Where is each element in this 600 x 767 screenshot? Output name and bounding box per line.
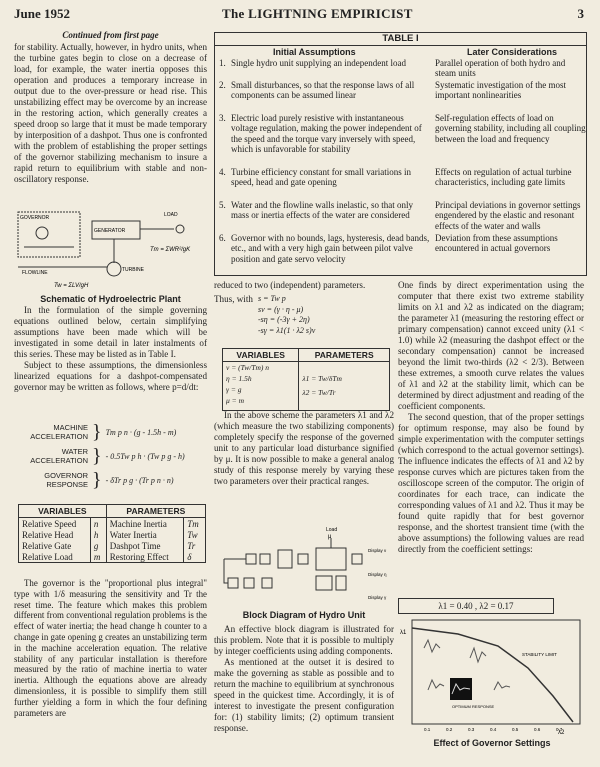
parameter: λ1 = Tw/δTm <box>302 374 342 383</box>
table-header <box>19 505 206 518</box>
equation: - 0.5Tw p h · (Tw p g - h) <box>105 451 185 461</box>
column-2 <box>214 280 394 336</box>
assumption: Turbine efficiency constant for small variations in speed, head and gate opening <box>231 167 411 188</box>
assumption: Single hydro unit supplying an independent load <box>231 58 406 68</box>
mu-label: μ <box>328 534 332 540</box>
integrator-block <box>336 576 346 590</box>
table-row <box>215 200 586 233</box>
paragraph: In the above scheme the parameters λ1 and λ2 (which measure the two stabilizing components) completely specify the response of the governed unit to any particular load disturbance signified by μ. It is now possible to make a general analog study of this response merely by varying these two parameters over their practical ranges. <box>214 410 394 486</box>
turbine-label: TURBINE <box>122 267 144 273</box>
brace: } <box>92 469 102 491</box>
equation: s = Tw p <box>258 294 286 303</box>
adder-block <box>260 554 270 564</box>
column-header: PARAMETERS <box>106 505 205 518</box>
governor-label: GOVERNOR <box>20 215 50 221</box>
figure-caption: Schematic of Hydroelectric Plant <box>40 294 181 304</box>
table-row <box>19 540 206 551</box>
plot-frame <box>412 620 580 724</box>
reduced-variables-table <box>222 348 390 411</box>
paragraph: The second question, that of the proper settings for optimum response, may also be found by simple experimentation with the computer settings (which correspond to the actual governor settings). The influence indicates the effects of λ1 and λ2 by response curves which are pictures taken from the oscilloscope screen of the computor. The origin of coordinates for each trace, can indicate the corresponding values of λ1 and λ2. Thus it may be found quite rapidly that for best governor response, and the shortest transient time (with the above assumptions) the following values are read directly from the coefficient settings: <box>398 412 584 554</box>
cell: Tm <box>184 518 206 530</box>
row-number: 1. <box>219 58 226 68</box>
equation: -sη = (-3γ + 2η) <box>258 315 310 324</box>
table-heads <box>215 46 586 58</box>
flowline-label: FLOWLINE <box>22 270 48 276</box>
continued-note: Continued from first page <box>62 30 159 40</box>
variables-cell <box>223 362 299 411</box>
brace: } <box>92 421 102 443</box>
variable: μ = m <box>226 396 244 405</box>
hydro-plant-schematic <box>14 207 210 292</box>
turbine-icon <box>107 262 121 276</box>
journal-title: The LIGHTNING EMPIRICIST <box>222 6 413 21</box>
adder-block <box>298 554 308 564</box>
table-row <box>19 529 206 540</box>
coefficient-block <box>278 550 292 568</box>
parameters-cell <box>299 362 390 411</box>
table-row <box>215 233 586 276</box>
variable: γ = g <box>226 385 242 394</box>
paragraph: An effective block diagram is illustrated for this problem. Note that it is possible to multiply by integer coefficients using adding components. <box>214 624 394 656</box>
equation-list <box>258 294 315 336</box>
table-row <box>215 167 586 200</box>
signal-lines <box>224 559 228 583</box>
issue-date: June 1952 <box>14 6 70 21</box>
page-header <box>14 6 586 22</box>
cell: Tw <box>184 529 206 540</box>
row-number: 2. <box>219 80 226 90</box>
assumption: Small disturbances, so that the response laws of all components can be assumed linear <box>231 80 415 101</box>
equation-row <box>18 420 208 444</box>
paragraph: for stability. Actually, however, in hydro units, when the turbine gates begin to close on a decrease of load, for example, the water inertia opposes this operation and produces a temporary increase in output due to the over-pressure or head rise. This unstabilizing effect may be overcome by an increase in the restoring action, which generally creates a speed droop so large that it must be made temporary by interposition of a dashpot. Thus one is confronted with the problem of establishing the proper settings of the governor stabilizing mechanism to insure a rapid return to equilibrium with stable and non-oscillatory response. <box>14 42 207 184</box>
column-3 <box>398 280 584 555</box>
cell: Relative Load <box>19 551 91 563</box>
head-left: Initial Assumptions <box>273 47 356 57</box>
assumption: Governor with no bounds, lags, hysteresis, dead bands, etc., and with a very high gain between pilot valve position and gate servo velocity <box>231 233 430 264</box>
tw-formula: Tw = ΣLV/gH <box>54 283 89 289</box>
chart-caption: Effect of Governor Settings <box>433 738 551 748</box>
equation-label: GOVERNOR RESPONSE <box>44 471 88 489</box>
cell: Dashpot Time <box>106 540 184 551</box>
flyball-icon <box>36 227 48 239</box>
assumption: Electric load purely resistive with instantaneous voltage regulation, making the power independent of the speed and the torque vary inversely with speed, which is unfavorable for stability <box>231 113 422 155</box>
paragraph: In the formulation of the simple governing equations outlined below, certain simplifying assumptions have been made which will be investigated in some detail in later instalments of this series. These may be listed as in Table I. <box>14 305 207 359</box>
column-header: PARAMETERS <box>299 349 390 362</box>
governing-equations <box>18 420 208 492</box>
x-tick-label: 0.3 <box>468 727 475 732</box>
lamp-icon <box>176 225 184 233</box>
governor-settings-chart <box>398 618 586 736</box>
head-right: Later Considerations <box>467 47 558 57</box>
cell: Tr <box>184 540 206 551</box>
display-nu: Display ν <box>368 548 387 553</box>
column-2b <box>214 410 394 487</box>
equation-row <box>18 444 208 468</box>
x-tick-label: 0.6 <box>534 727 541 732</box>
table-row <box>19 551 206 563</box>
tm-formula: Tm = ΣWR²/gK <box>150 247 191 253</box>
figure-caption: Block Diagram of Hydro Unit <box>242 610 366 620</box>
load-label: Load <box>326 527 338 533</box>
row-number: 3. <box>219 113 226 123</box>
x-tick-label: 0.1 <box>424 727 431 732</box>
summing-block <box>316 548 346 570</box>
stability-label: STABILITY LIMIT <box>522 652 557 657</box>
cell: Restoring Effect <box>106 551 184 563</box>
response-trace <box>470 648 486 662</box>
x-tick-label: 0.7 <box>556 727 563 732</box>
table-1 <box>214 32 587 276</box>
row-number: 5. <box>219 200 226 210</box>
x-axis-label: λ2 <box>558 730 565 736</box>
cell: h <box>90 529 106 540</box>
cell: Relative Gate <box>19 540 91 551</box>
reduced-equations <box>214 294 394 336</box>
consideration: Deviation from these assumptions encountered in actual governors <box>435 233 558 254</box>
table-title: TABLE I <box>215 33 586 46</box>
integrator-block <box>246 554 256 564</box>
cell: m <box>90 551 106 563</box>
variables-table <box>18 504 206 563</box>
paragraph: Subject to these assumptions, the dimensionless linearized equations for a dashpot-compensated governor may be written as follows, where p=d/dt: <box>14 360 207 392</box>
integrator-block <box>244 578 254 588</box>
consideration: Systematic investigation of the most important nonlinearities <box>435 80 566 101</box>
equation: sv = (γ · η - μ) <box>258 304 304 314</box>
load-label: LOAD <box>164 212 178 218</box>
display-gamma: Display γ <box>368 595 387 600</box>
row-number: 6. <box>219 233 226 243</box>
cell: g <box>90 540 106 551</box>
equation: Tm p n · (g - 1.5h - m) <box>105 427 177 437</box>
equation: - δTr p g · (Tr p n · n) <box>105 475 174 485</box>
paragraph: As mentioned at the outset it is desired to make the governing as stable as possible and to return the machine to equilibrium at synchronous speed in the quickest time. Accordingly, it is of interest to investigate the present configuration for: (1) stability limits; (2) optimum transient response. <box>214 657 394 733</box>
table-header <box>223 349 390 362</box>
consideration: Effects on regulation of actual turbine characteristics, including gate limits <box>435 167 572 188</box>
variable: η = 1.5h <box>226 374 252 383</box>
y-axis-label: λ1 <box>400 630 407 636</box>
page-number: 3 <box>577 6 584 21</box>
table-row <box>223 362 390 411</box>
cell: Relative Speed <box>19 518 91 530</box>
column-1 <box>14 30 207 185</box>
response-trace <box>494 682 510 690</box>
column-1c <box>14 578 207 718</box>
optimum-values-box: λ1 = 0.40 , λ2 = 0.17 <box>398 598 554 614</box>
consideration: Self-regulation effects of load on governing stability, including all coupling between the load and frequency <box>435 113 586 144</box>
adder-block <box>228 578 238 588</box>
equation-label: MACHINE ACCELERATION <box>30 423 88 441</box>
response-trace <box>424 640 440 652</box>
paragraph: The governor is the "proportional plus integral" type with 1/δ measuring the sensitivity and Tr the reset time. The feature which makes this problem different from conventional regulation problems is the effect of water inertia; the head change h counter to a change in gate opening g creates an unstabilizing term in the machine acceleration equation. The relative stability of any particular installation is therefore measured by the ratio of machine inertia to water inertia. Although the equations above are already dimensionless, it is possible to simplify them still further yielding a form in which the four defining parameters are <box>14 578 207 718</box>
equation-row <box>18 468 208 492</box>
table-row <box>215 58 586 80</box>
optimum-label: OPTIMUM RESPONSE <box>452 704 495 709</box>
adder-block <box>316 576 332 590</box>
brace: } <box>92 445 102 467</box>
cell: n <box>90 518 106 530</box>
x-tick-label: 0.2 <box>446 727 453 732</box>
consideration: Principal deviations in governor settings engendered by the elastic and resonant effects of the water and walls <box>435 200 581 231</box>
response-trace <box>428 680 444 690</box>
integrator-block <box>352 554 362 564</box>
paragraph: reduced to two (independent) parameters. <box>214 280 366 290</box>
variable: ν = (Tw/Tm) n <box>226 363 270 372</box>
column-2c <box>214 610 394 734</box>
thus-label: Thus, with <box>214 294 253 304</box>
equation: -sγ = λ1(1 · λ2 s)v <box>258 325 316 335</box>
cell: Machine Inertia <box>106 518 184 530</box>
generator-label: GENERATOR <box>94 228 126 234</box>
paragraph: One finds by direct experimentation using the computer that there exist two extreme stability limits on λ1 and λ2 as indicated on the diagram; the parameter λ1 (measuring the restoring effect or primary compensation) cannot exceed unity (λ1 < 1.0) while λ2 (measuring the dashpot effect or the secondary compensation) cannot be increased beyond the limit two-thirds (λ2 < 2/3). Between these extremes, a smooth curve relates the values of λ1 and λ2 at the stability limit, which can be determined by direct adjustment and reading of the coefficient components. <box>398 280 584 411</box>
consideration: Parallel operation of both hydro and steam units <box>435 58 566 79</box>
column-header: VARIABLES <box>223 349 299 362</box>
row-number: 4. <box>219 167 226 177</box>
parameter: λ2 = Tw/Tr <box>302 388 336 397</box>
table-row <box>215 80 586 113</box>
equation-label: WATER ACCELERATION <box>30 447 88 465</box>
column-1b <box>14 294 207 393</box>
x-tick-label: 0.4 <box>490 727 497 732</box>
column-header: VARIABLES <box>19 505 107 518</box>
adder-block <box>262 578 272 588</box>
cell: Relative Head <box>19 529 91 540</box>
x-ticks <box>424 727 563 732</box>
table-row <box>19 518 206 530</box>
assumption: Water and the flowline walls inelastic, so that only mass or inertia effects of the water are considered <box>231 200 413 221</box>
cell: δ <box>184 551 206 563</box>
cell: Water Inertia <box>106 529 184 540</box>
table-row <box>215 113 586 167</box>
x-tick-label: 0.5 <box>512 727 519 732</box>
block-diagram <box>216 524 396 608</box>
display-eta: Display η <box>368 572 387 577</box>
